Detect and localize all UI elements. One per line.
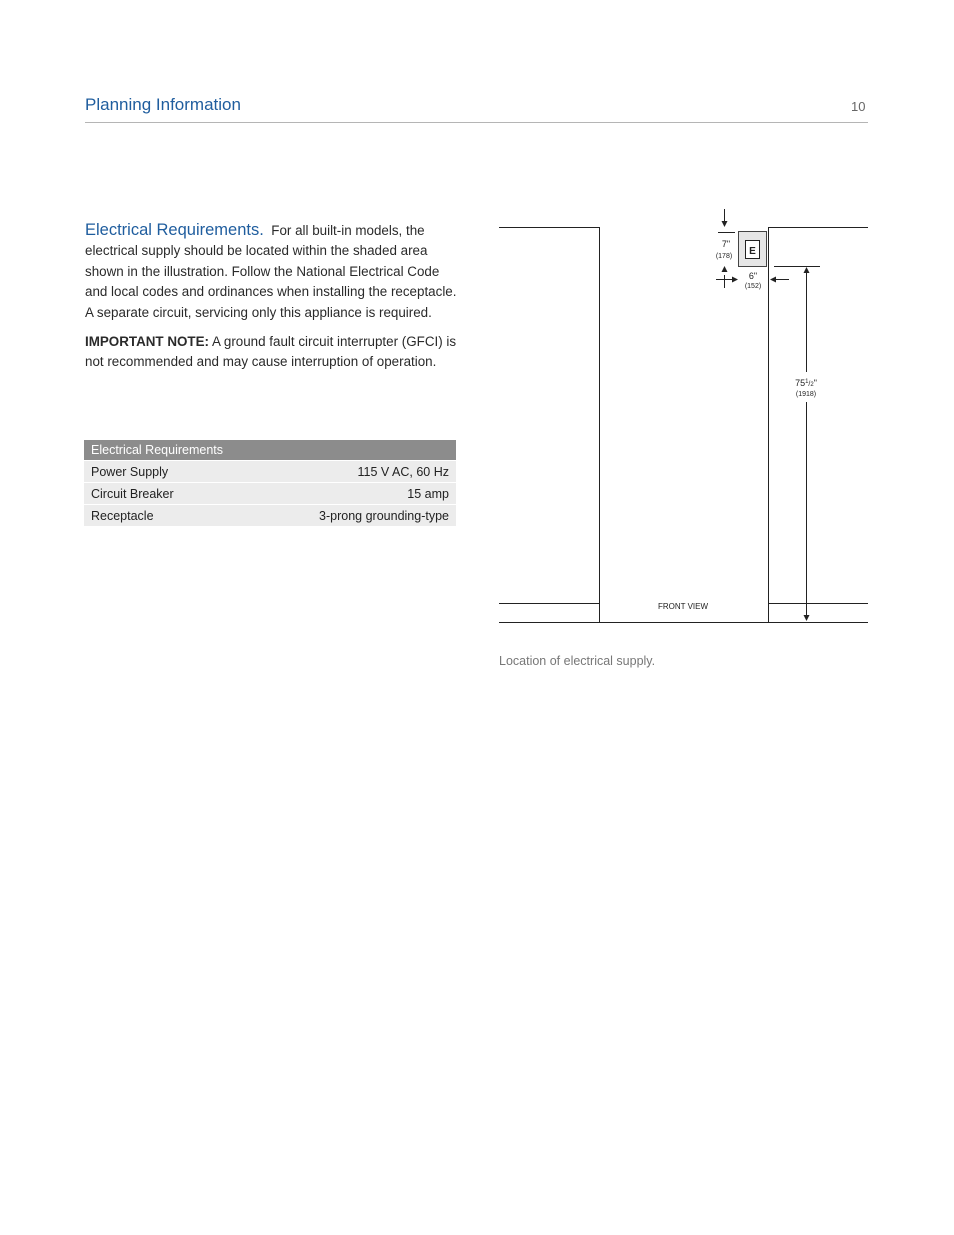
electrical-requirements-table	[84, 440, 456, 526]
view-label: FRONT VIEW	[657, 602, 709, 611]
row-value: 3-prong grounding-type	[233, 505, 456, 527]
diagram-caption: Location of electrical supply.	[499, 654, 656, 668]
dim-height-label: $75^1_/2$"	[795, 378, 817, 388]
page-number: 10	[851, 99, 866, 114]
dim-side-mm: (152)	[744, 283, 762, 290]
table-row	[84, 483, 456, 505]
front-view-diagram	[499, 200, 869, 625]
row-label: Receptacle	[84, 505, 233, 527]
section-heading: Electrical Requirements.	[85, 221, 264, 239]
intro-section	[85, 220, 465, 382]
note-text: A ground fault circuit interrupter (GFCI) is not recommended and may cause interruption of operation.	[85, 334, 457, 370]
header-title: Planning Information	[85, 95, 241, 114]
table-header-row	[84, 440, 456, 461]
dim-top-mm: (178)	[715, 253, 733, 260]
row-value: 115 V AC, 60 Hz	[233, 461, 456, 483]
row-label: Circuit Breaker	[84, 483, 233, 505]
header-divider	[85, 122, 868, 123]
intro-paragraph	[85, 220, 465, 323]
table-row	[84, 461, 456, 483]
row-value: 15 amp	[233, 483, 456, 505]
outlet-zone	[739, 232, 767, 267]
note-label: IMPORTANT NOTE:	[85, 334, 209, 350]
height-dimension	[774, 267, 820, 622]
table-header: Electrical Requirements	[84, 440, 456, 461]
dim-top-label: 7"	[721, 239, 731, 249]
important-note	[85, 332, 465, 373]
table-row	[84, 505, 456, 527]
outlet-label: E	[749, 246, 756, 257]
intro-body: For all built-in models, the electrical supply should be located within the shaded area shown in the illustration. Follow the National Electrical Code and local codes and ordinances when installing the receptacle. A separate circuit, servicing only this appliance is required.	[85, 223, 457, 320]
row-label: Power Supply	[84, 461, 233, 483]
dim-side-label: 6"	[748, 271, 758, 281]
dim-height-mm: (1918)	[795, 391, 817, 398]
